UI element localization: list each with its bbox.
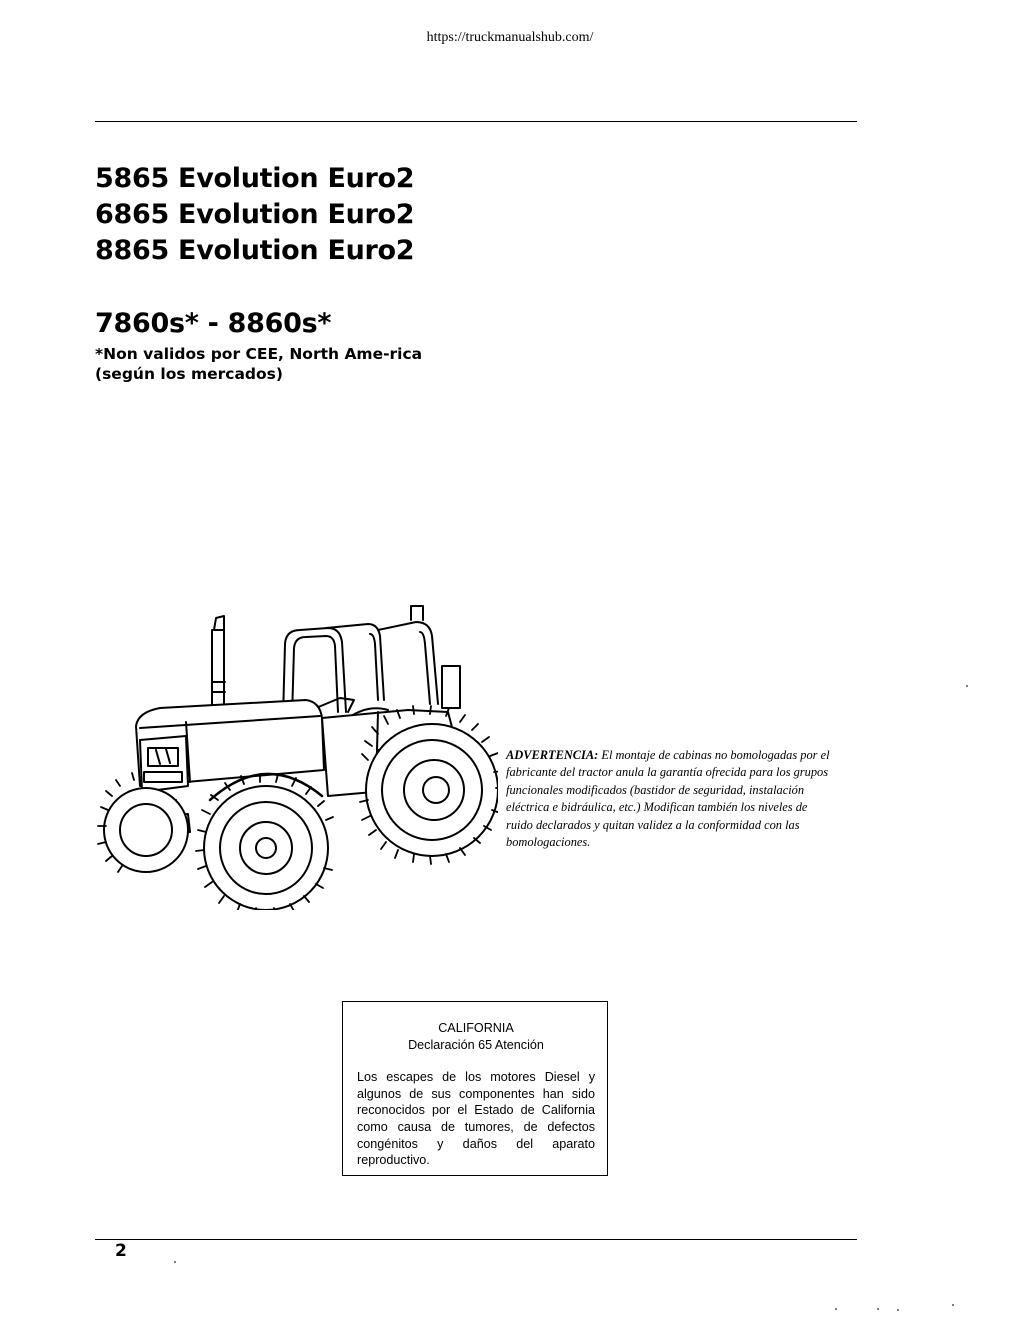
page-number: 2 xyxy=(115,1241,127,1261)
model-title: 6865 Evolution Euro2 xyxy=(95,199,415,230)
california-title: CALIFORNIA xyxy=(438,1021,514,1035)
warning-label: ADVERTENCIA: xyxy=(506,748,599,762)
warning-body: El montaje de cabinas no bomologadas por el fabricante del tractor anula la garantía ofrecida para los grupos funcionales modificados (bastidor de seguridad, instalación eléctrica e bidráulica, etc.) Modifican también los niveles de ruido declarados y quitan validez a la conformidad con las bomologaciones. xyxy=(506,748,830,850)
model-title: 5865 Evolution Euro2 xyxy=(95,163,415,194)
california-body: Los escapes de los motores Diesel y algunos de sus componentes han sido reconocidos por el Estado de California como causa de tumores, de defectos congénitos y daños del aparato reproductivo. xyxy=(357,1070,595,1168)
variant-title: 7860s* - 8860s* xyxy=(95,308,332,339)
california-subtitle: Declaración 65 Atención xyxy=(408,1037,544,1052)
model-title: 8865 Evolution Euro2 xyxy=(95,235,415,266)
source-url: https://truckmanualshub.com/ xyxy=(426,30,594,45)
variant-note: *Non validos por CEE, North Ame-rica (según los mercados) xyxy=(95,345,423,383)
